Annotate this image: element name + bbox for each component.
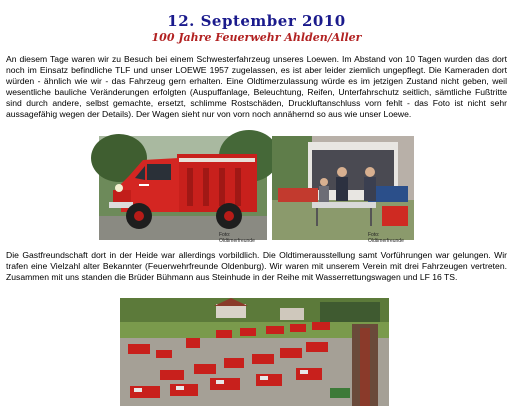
- exhibition-stand-photo: [272, 136, 414, 244]
- paragraph-event: Die Gastfreundschaft dort in der Heide war allerdings vorbildlich. Die Oldtimerausstellung samt Vorführungen war gelungen. Wir trafen eine Vielzahl alter Bekannter (Feuerwehrfreunde Oldenburg). Wir waren mit unserem Verein mit drei Fahrzeugen vertreten. Zusammen mit uns standen die Brüder Bühmann aus Steinhude in der Reihe mit Wasserrettungswagen und LF 16 TS.: [6, 250, 507, 282]
- photo-credit: Foto: Oldtimerfreunde: [219, 232, 255, 244]
- fire-truck-illustration: [99, 136, 267, 240]
- vehicle-lineup-aerial-photo: [120, 298, 389, 406]
- page-subtitle: 100 Jahre Feuerwehr Ahlden/Aller: [151, 31, 362, 44]
- photo-credit: Foto: Oldtimerfreunde: [368, 232, 404, 244]
- paragraph-intro: An diesem Tage waren wir zu Besuch bei einem Schwesterfahrzeug unseres Loewen. Im Abstand von 10 Tagen wurden das dort noch im Einsatz befindliche TLF und unser LOEWE 1957 zugelassen, es ist aber leider ziemlich ungepflegt. Die Kameraden dort würden - ähnlich wie wir - das Fahrzeug gern erhalten. Eine Oldtimerzulassung würde es im jetzigen Zustand nicht geben, weil wesentliche bauliche Veränderungen erfolgten (Auspuffanlage, Beleuchtung, Reifen, Unterfahrschutz seitlich, sämtliche Fußtritte sind durch andere, selbst gemachte, ersetzt, schlimme Rostschäden, Druckluftanschluss vorn fehlt - das Foto ist nicht sehr aussagefähig wegen der Details). Der Wagen sieht nur von vorn noch annähernd so aus wie unser Loewe.: [6, 54, 507, 119]
- page-title: 12. September 2010: [167, 12, 346, 30]
- exhibition-illustration: [272, 136, 414, 240]
- aerial-lineup-illustration: [120, 298, 389, 406]
- fire-truck-photo: [99, 136, 267, 244]
